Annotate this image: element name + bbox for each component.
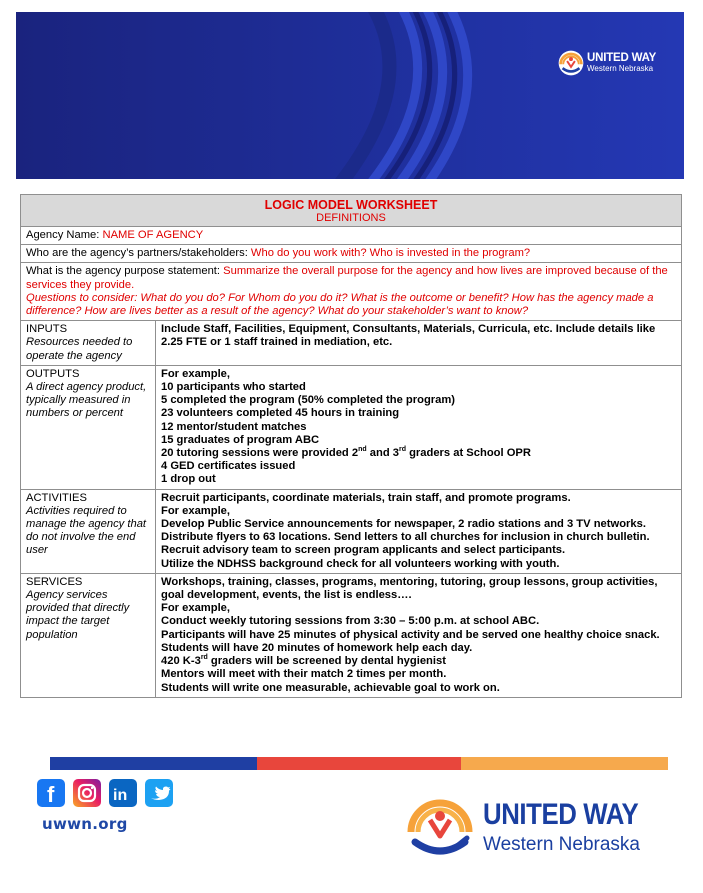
- orange-bar: [461, 757, 668, 770]
- services-line: Participants will have 25 minutes of physical activity and be served one healthy choice snack.: [161, 628, 660, 641]
- activities-label: ACTIVITIES: [26, 491, 87, 504]
- services-label: SERVICES: [26, 575, 83, 588]
- superscript-nd: nd: [358, 446, 367, 454]
- partners-row: [21, 245, 682, 263]
- superscript-rd: rd: [398, 446, 406, 454]
- services-line: Students will have 20 minutes of homework help each day.: [161, 641, 473, 654]
- linkedin-icon[interactable]: [109, 779, 137, 807]
- united-way-emblem-icon: [558, 50, 584, 76]
- header-banner: [16, 12, 684, 179]
- activities-line: Utilize the NDHSS background check for all volunteers working with youth.: [161, 557, 560, 570]
- outputs-line: 5 completed the program (50% completed the program): [161, 394, 456, 407]
- services-line: Mentors will meet with their match 2 times per month.: [161, 668, 447, 681]
- services-description: Agency services provided that directly impact the target population: [26, 589, 130, 641]
- screening-text: graders will be screened by dental hygienist: [207, 655, 446, 668]
- activities-line: Distribute flyers to 63 locations. Send letters to all churches for inclusion in church bulletin.: [161, 531, 650, 544]
- outputs-line: 15 graduates of program ABC: [161, 433, 320, 446]
- logic-model-worksheet: [20, 194, 682, 698]
- outputs-line: 10 participants who started: [161, 381, 306, 394]
- worksheet-subtitle: DEFINITIONS: [316, 212, 386, 224]
- outputs-line: For example,: [161, 367, 231, 380]
- agency-name-label: Agency Name:: [26, 229, 100, 241]
- outputs-label: OUTPUTS: [26, 367, 80, 380]
- outputs-line: 4 GED certificates issued: [161, 460, 296, 473]
- agency-name-row: [21, 227, 682, 245]
- screening-text: 420 K-3: [161, 655, 201, 668]
- activities-description: Activities required to manage the agency that do not involve the end user: [26, 504, 147, 557]
- outputs-row: [21, 365, 682, 489]
- brand-region-large: Western Nebraska: [483, 833, 640, 855]
- twitter-icon[interactable]: [145, 779, 173, 807]
- blue-bar: [50, 757, 257, 770]
- social-icons: [37, 779, 173, 807]
- tutoring-text: graders at School OPR: [405, 447, 531, 460]
- purpose-value: Summarize the overall purpose for the agency and how lives are improved because of the services they provide.: [26, 265, 668, 291]
- services-row: [21, 573, 682, 697]
- tutoring-text: and 3: [366, 447, 399, 460]
- worksheet-title: LOGIC MODEL WORKSHEET: [264, 198, 438, 212]
- outputs-line: 1 drop out: [161, 473, 216, 486]
- tutoring-text: 20 tutoring sessions were provided 2: [161, 447, 359, 460]
- outputs-tutoring-line: [161, 447, 676, 460]
- activities-line: Recruit advisory team to screen program applicants and select participants.: [161, 544, 566, 557]
- purpose-questions: Questions to consider: What do you do? For Whom do you do it? What is the outcome or benefit? How has the agency made a difference? How are lives better as a result of the agency? What do your stakeholder’s want to know?: [26, 291, 654, 318]
- united-way-logo-large: [405, 792, 664, 862]
- outputs-line: 12 mentor/student matches: [161, 420, 307, 433]
- website-link[interactable]: uwwn.org: [42, 815, 128, 833]
- activities-line: Develop Public Service announcements for newspaper, 2 radio stations and 3 TV networks.: [161, 518, 646, 531]
- services-line: Workshops, training, classes, programs, mentoring, tutoring, group lessons, group activities, goal development, events, the list is endless….: [161, 575, 658, 602]
- activities-line: For example,: [161, 504, 231, 517]
- brand-region-small: Western Nebraska: [587, 64, 654, 73]
- services-line: Students will write one measurable, achievable goal to work on.: [161, 681, 500, 694]
- purpose-row: [21, 263, 682, 321]
- partners-value: Who do you work with? Who is invested in the program?: [250, 247, 531, 260]
- svg-text:in: in: [113, 787, 128, 804]
- inputs-label: INPUTS: [26, 323, 68, 336]
- outputs-line: 23 volunteers completed 45 hours in training: [161, 407, 400, 420]
- partners-label: Who are the agency’s partners/stakeholders:: [26, 247, 248, 260]
- purpose-label: What is the agency purpose statement:: [26, 265, 221, 278]
- agency-name-value: NAME OF AGENCY: [102, 229, 204, 241]
- facebook-icon[interactable]: [37, 779, 65, 807]
- footer-color-bars: [50, 757, 668, 770]
- superscript-rd: rd: [200, 654, 208, 662]
- activities-line: Recruit participants, coordinate materials, train staff, and promote programs.: [161, 491, 571, 504]
- united-way-logo-small: [558, 50, 656, 76]
- inputs-content: Include Staff, Facilities, Equipment, Consultants, Materials, Curricula, etc. Include details like 2.25 FTE or 1 staff trained in mediation, etc.: [161, 323, 656, 349]
- services-line: For example,: [161, 602, 231, 615]
- activities-row: [21, 489, 682, 573]
- instagram-icon[interactable]: [73, 779, 101, 807]
- services-line: Conduct weekly tutoring sessions from 3:30 – 5:00 p.m. at school ABC.: [161, 615, 540, 628]
- worksheet-header-row: [21, 195, 682, 227]
- red-bar: [257, 757, 461, 770]
- inputs-description: Resources needed to operate the agency: [26, 336, 133, 362]
- united-way-emblem-icon: [405, 792, 475, 862]
- banner-arcs-graphic: [16, 12, 684, 179]
- svg-text:f: f: [47, 782, 55, 807]
- outputs-description: A direct agency product, typically measured in numbers or percent: [26, 381, 147, 420]
- services-screening-line: [161, 655, 676, 668]
- brand-name-large: UNITED WAY: [483, 797, 639, 831]
- brand-name-small: UNITED WAY: [587, 52, 657, 64]
- inputs-row: [21, 321, 682, 366]
